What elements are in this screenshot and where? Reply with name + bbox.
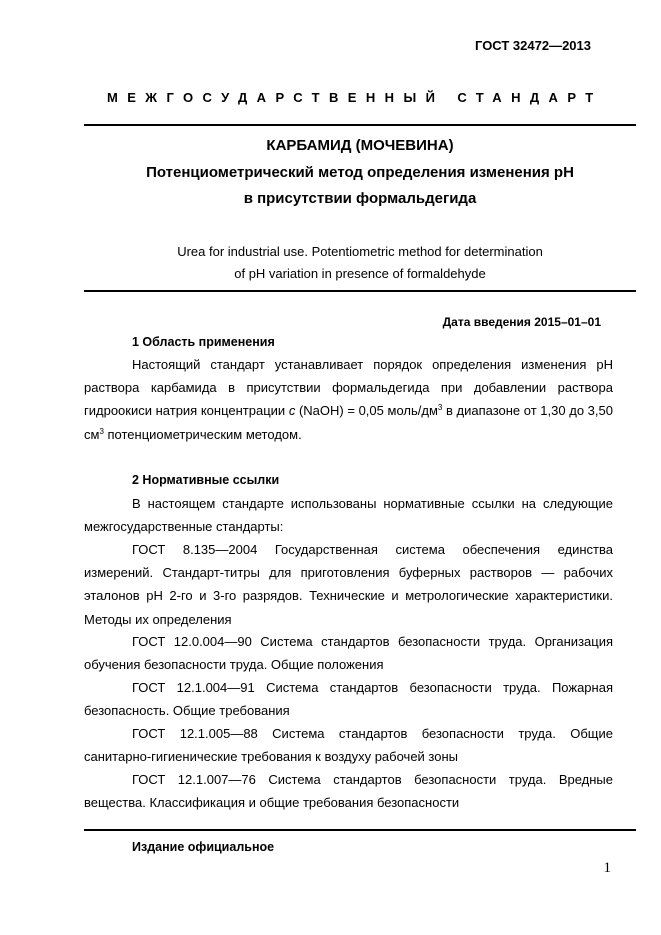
page-number: 1 <box>603 860 611 876</box>
reference-gost-12-1-007: ГОСТ 12.1.007—76 Система стандартов безопасности труда. Вредные вещества. Классификация и общие требования безопасности <box>84 772 613 811</box>
title-line-3: в присутствии формальдегида <box>243 190 477 207</box>
official-edition-label: Издание официальное <box>132 840 275 854</box>
english-title-line-2: of pH variation in presence of formaldehyde <box>234 266 486 281</box>
top-rule <box>84 124 636 126</box>
title-line-2: Потенциометрический метод определения изменения рН <box>146 164 574 181</box>
reference-gost-8-135: ГОСТ 8.135—2004 Государственная система обеспечения единства измерений. Стандарт-титры для приготовления буферных растворов — рабочих эталонов рН 2-го и 3-го разрядов. Технические и метрологические характеристики. Методы их определения <box>84 542 613 627</box>
section-1-heading: 1 Область применения <box>132 335 275 349</box>
reference-gost-12-1-004: ГОСТ 12.1.004—91 Система стандартов безопасности труда. Пожарная безопасность. Общие требования <box>84 680 613 719</box>
section-2-heading: 2 Нормативные ссылки <box>132 473 280 487</box>
section-2-intro: В настоящем стандарте использованы нормативные ссылки на следующие межгосударственные стандарты: <box>84 496 613 535</box>
interstate-standard-banner: МЕЖГОСУДАРСТВЕННЫЙ СТАНДАРТ <box>107 90 603 105</box>
title-bottom-rule <box>84 290 636 292</box>
title-line-1: КАРБАМИД (МОЧЕВИНА) <box>266 137 454 154</box>
reference-gost-12-0-004: ГОСТ 12.0.004—90 Система стандартов безопасности труда. Организация обучения безопасности труда. Общие положения <box>84 634 613 673</box>
reference-gost-12-1-005: ГОСТ 12.1.005—88 Система стандартов безопасности труда. Общие санитарно-гигиенические требования к воздуху рабочей зоны <box>84 726 613 765</box>
standard-number: ГОСТ 32472—2013 <box>475 38 591 53</box>
footer-rule <box>84 829 636 831</box>
introduction-date: Дата введения 2015–01–01 <box>442 315 601 329</box>
section-1-paragraph: Настоящий стандарт устанавливает порядок определения изменения рН раствора карбамида в присутствии формальдегида при добавлении раствора гидроокиси натрия концентрации с (NaOH) = 0,05 моль/$дм^3$ в диапазоне от 1,30 до 3,50 $см^3$ потенциометрическим методом. <box>84 357 613 442</box>
english-title-line-1: Urea for industrial use. Potentiometric method for determination <box>177 244 543 259</box>
